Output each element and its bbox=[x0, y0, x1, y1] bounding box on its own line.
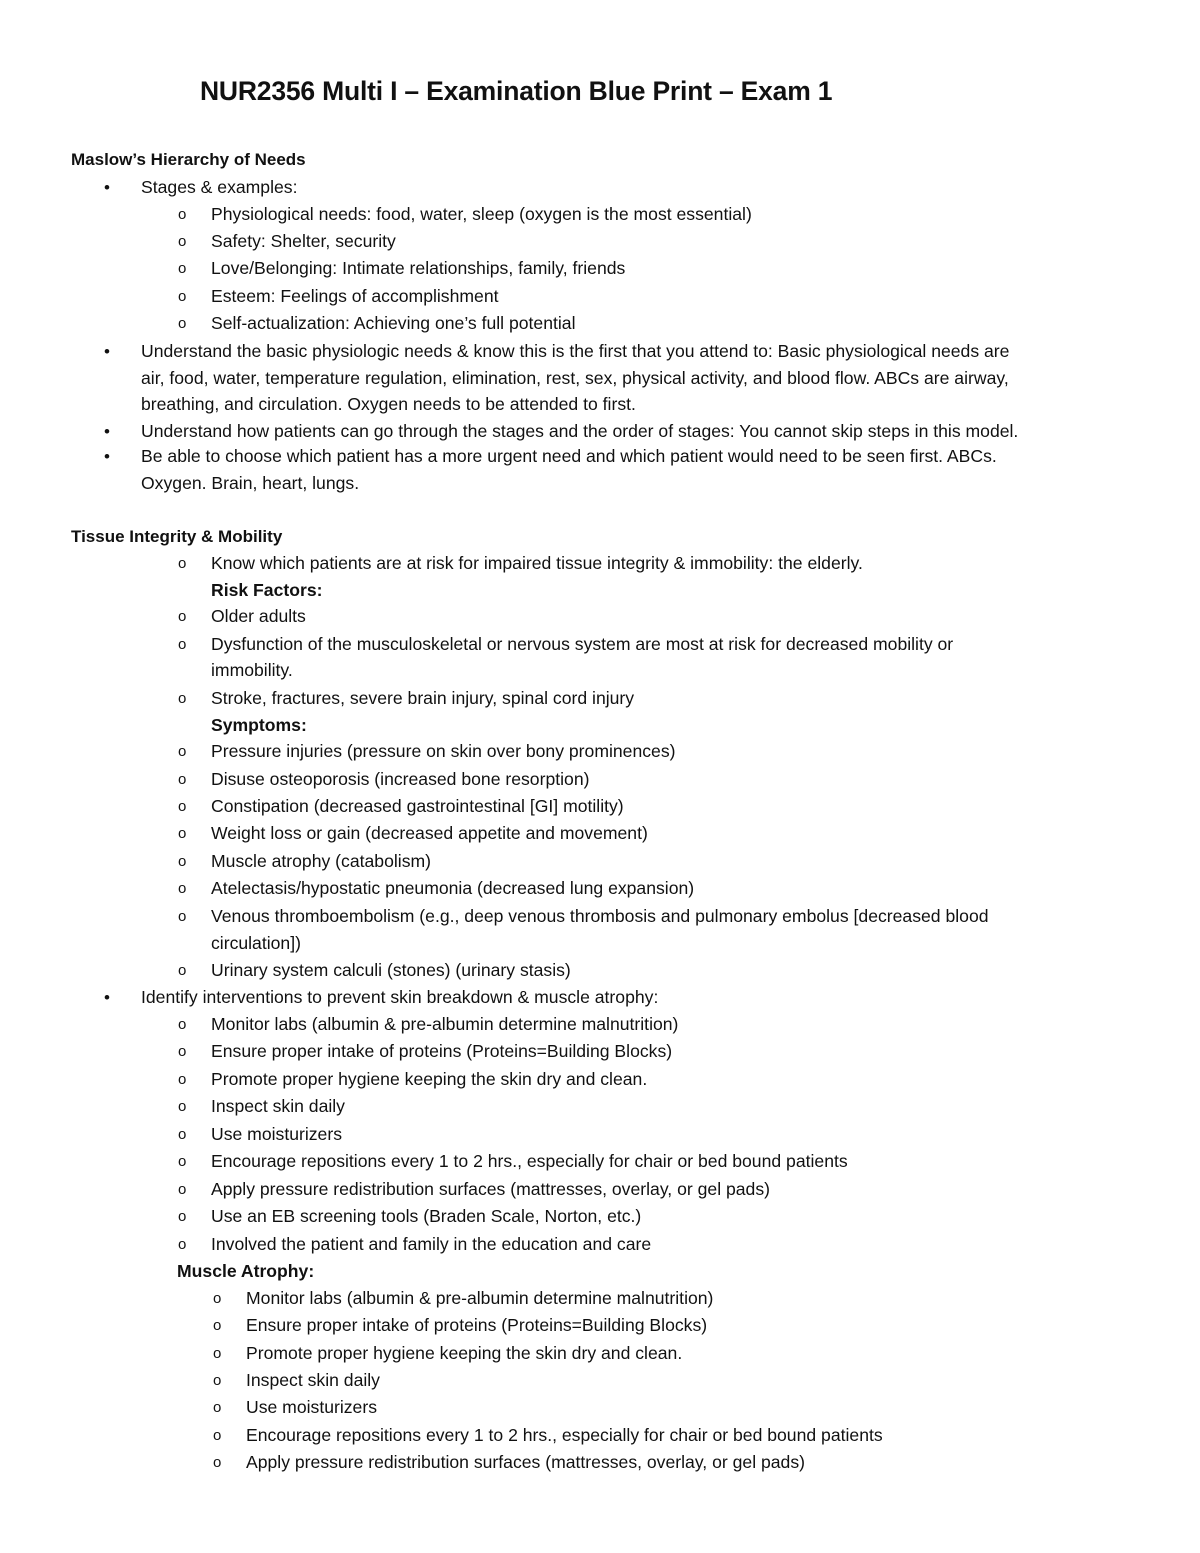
list-item-risk-line1: Dysfunction of the musculoskeletal or nervous system are most at risk for decreased mobility or bbox=[211, 634, 954, 654]
list-item-symptom: Atelectasis/hypostatic pneumonia (decreased lung expansion) bbox=[211, 878, 695, 898]
bullet: • bbox=[104, 422, 110, 441]
sub-bullet: o bbox=[178, 260, 187, 277]
list-item-muscle: Promote proper hygiene keeping the skin dry and clean. bbox=[246, 1343, 683, 1363]
list-item-muscle: Monitor labs (albumin & pre-albumin determine malnutrition) bbox=[246, 1288, 714, 1308]
sub-bullet: o bbox=[178, 880, 187, 897]
sub-bullet: o bbox=[178, 1016, 187, 1033]
list-item-stages-order: Understand how patients can go through the stages and the order of stages: You cannot skip steps in this model. bbox=[141, 421, 1019, 441]
sub-bullet: o bbox=[213, 1317, 222, 1334]
list-item-intervention: Use an EB screening tools (Braden Scale, Norton, etc.) bbox=[211, 1206, 642, 1226]
list-item-stages: Stages & examples: bbox=[141, 177, 298, 197]
list-item-symptom: Weight loss or gain (decreased appetite and movement) bbox=[211, 823, 648, 843]
list-item-symptom: Constipation (decreased gastrointestinal [GI] motility) bbox=[211, 796, 624, 816]
list-item-physiologic-line2: air, food, water, temperature regulation, elimination, rest, sex, physical activity, and blood flow. ABCs are airway, bbox=[141, 368, 1009, 388]
list-item-risk-intro: Know which patients are at risk for impaired tissue integrity & immobility: the elderly. bbox=[211, 553, 863, 573]
sub-bullet: o bbox=[178, 233, 187, 250]
sub-bullet: o bbox=[178, 908, 187, 925]
list-item-stage: Physiological needs: food, water, sleep (oxygen is the most essential) bbox=[211, 204, 752, 224]
sub-bullet: o bbox=[178, 771, 187, 788]
list-item-risk-line2: immobility. bbox=[211, 660, 293, 680]
sub-bullet: o bbox=[178, 555, 187, 572]
list-item-urgent-line1: Be able to choose which patient has a more urgent need and which patient would need to be seen first. ABCs. bbox=[141, 446, 997, 466]
list-item-physiologic-line3: breathing, and circulation. Oxygen needs to be attended to first. bbox=[141, 394, 636, 414]
list-item-intervention: Monitor labs (albumin & pre-albumin determine malnutrition) bbox=[211, 1014, 679, 1034]
section-heading-tissue: Tissue Integrity & Mobility bbox=[71, 527, 283, 546]
list-item-muscle: Inspect skin daily bbox=[246, 1370, 380, 1390]
list-item-intervention: Promote proper hygiene keeping the skin dry and clean. bbox=[211, 1069, 648, 1089]
list-item-intervention: Encourage repositions every 1 to 2 hrs., especially for chair or bed bound patients bbox=[211, 1151, 848, 1171]
bullet: • bbox=[104, 988, 110, 1007]
sub-bullet: o bbox=[178, 743, 187, 760]
sub-bullet: o bbox=[178, 962, 187, 979]
list-item-intervention: Inspect skin daily bbox=[211, 1096, 345, 1116]
sub-bullet: o bbox=[213, 1427, 222, 1444]
sub-bullet: o bbox=[178, 206, 187, 223]
list-item-urgent-line2: Oxygen. Brain, heart, lungs. bbox=[141, 473, 360, 493]
list-item-intervention: Ensure proper intake of proteins (Proteins=Building Blocks) bbox=[211, 1041, 673, 1061]
sub-bullet: o bbox=[178, 825, 187, 842]
bullet: • bbox=[104, 178, 110, 197]
section-heading-maslow: Maslow’s Hierarchy of Needs bbox=[71, 150, 306, 169]
list-item-vte-line2: circulation]) bbox=[211, 933, 301, 953]
sub-bullet: o bbox=[178, 1126, 187, 1143]
sub-bullet: o bbox=[213, 1399, 222, 1416]
sub-bullet: o bbox=[178, 1071, 187, 1088]
sub-bullet: o bbox=[178, 636, 187, 653]
sub-bullet: o bbox=[178, 1098, 187, 1115]
symptoms-label: Symptoms: bbox=[211, 715, 307, 735]
sub-bullet: o bbox=[178, 1153, 187, 1170]
list-item-intervention: Use moisturizers bbox=[211, 1124, 342, 1144]
bullet: • bbox=[104, 342, 110, 361]
sub-bullet: o bbox=[178, 690, 187, 707]
sub-bullet: o bbox=[178, 853, 187, 870]
list-item-muscle: Apply pressure redistribution surfaces (mattresses, overlay, or gel pads) bbox=[246, 1452, 805, 1472]
sub-bullet: o bbox=[213, 1372, 222, 1389]
list-item-risk: Older adults bbox=[211, 606, 306, 626]
sub-bullet: o bbox=[178, 1236, 187, 1253]
sub-bullet: o bbox=[178, 798, 187, 815]
list-item-intervention: Apply pressure redistribution surfaces (mattresses, overlay, or gel pads) bbox=[211, 1179, 770, 1199]
risk-factors-label: Risk Factors: bbox=[211, 580, 323, 600]
list-item-muscle: Ensure proper intake of proteins (Proteins=Building Blocks) bbox=[246, 1315, 708, 1335]
list-item-stage: Safety: Shelter, security bbox=[211, 231, 396, 251]
list-item-muscle: Encourage repositions every 1 to 2 hrs., especially for chair or bed bound patients bbox=[246, 1425, 883, 1445]
list-item-symptom: Urinary system calculi (stones) (urinary stasis) bbox=[211, 960, 571, 980]
sub-bullet: o bbox=[213, 1345, 222, 1362]
sub-bullet: o bbox=[178, 1181, 187, 1198]
list-item-stage: Love/Belonging: Intimate relationships, family, friends bbox=[211, 258, 626, 278]
muscle-atrophy-label: Muscle Atrophy: bbox=[177, 1261, 315, 1281]
list-item-risk: Stroke, fractures, severe brain injury, spinal cord injury bbox=[211, 688, 635, 708]
list-item-physiologic-line1: Understand the basic physiologic needs & know this is the first that you attend to: Basic physiological needs are bbox=[141, 341, 1010, 361]
sub-bullet: o bbox=[178, 288, 187, 305]
list-item-intervention: Involved the patient and family in the education and care bbox=[211, 1234, 652, 1254]
list-item-vte-line1: Venous thromboembolism (e.g., deep venous thrombosis and pulmonary embolus [decreased blood bbox=[211, 906, 989, 926]
sub-bullet: o bbox=[178, 315, 187, 332]
sub-bullet: o bbox=[213, 1290, 222, 1307]
document-title: NUR2356 Multi I – Examination Blue Print – Exam 1 bbox=[200, 76, 833, 106]
bullet: • bbox=[104, 447, 110, 466]
list-item-stage: Esteem: Feelings of accomplishment bbox=[211, 286, 499, 306]
sub-bullet: o bbox=[178, 1043, 187, 1060]
list-item-symptom: Muscle atrophy (catabolism) bbox=[211, 851, 431, 871]
sub-bullet: o bbox=[213, 1454, 222, 1471]
list-item-interventions: Identify interventions to prevent skin breakdown & muscle atrophy: bbox=[141, 987, 659, 1007]
list-item-muscle: Use moisturizers bbox=[246, 1397, 377, 1417]
sub-bullet: o bbox=[178, 608, 187, 625]
list-item-symptom: Pressure injuries (pressure on skin over bony prominences) bbox=[211, 741, 676, 761]
list-item-symptom: Disuse osteoporosis (increased bone resorption) bbox=[211, 769, 590, 789]
list-item-stage: Self-actualization: Achieving one’s full potential bbox=[211, 313, 576, 333]
sub-bullet: o bbox=[178, 1208, 187, 1225]
